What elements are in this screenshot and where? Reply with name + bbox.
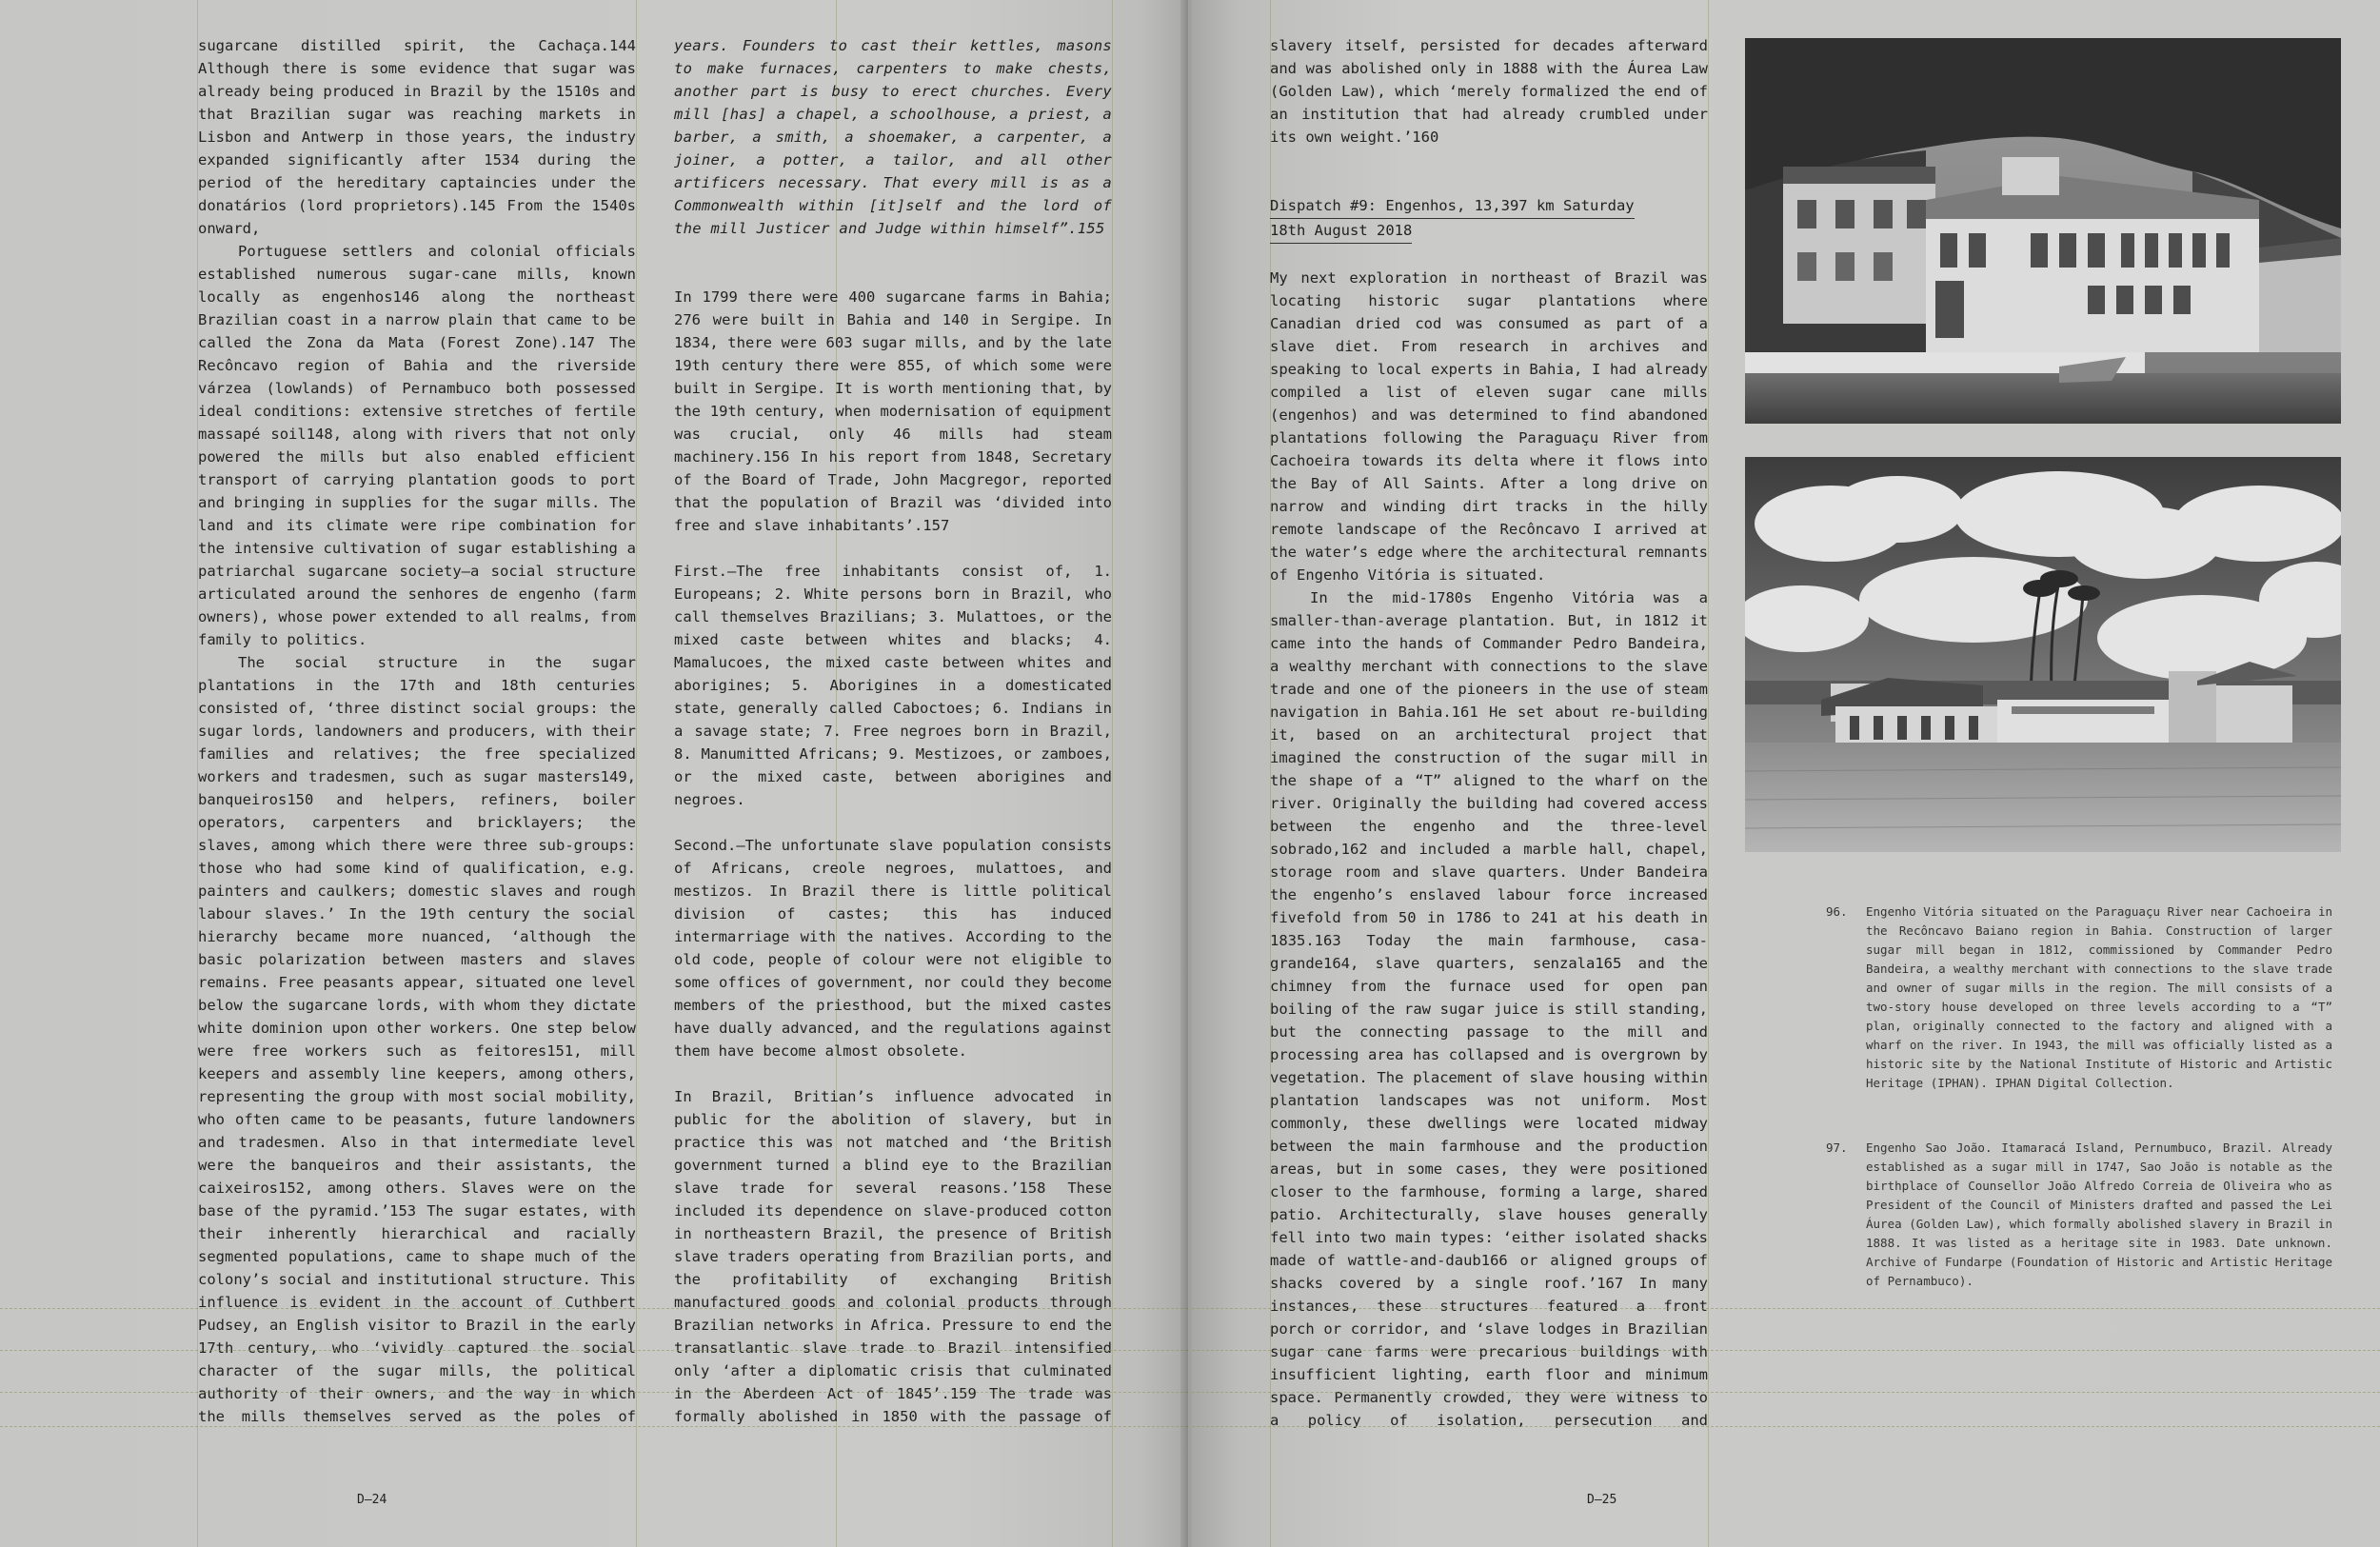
figure-caption-97	[1826, 1139, 2332, 1291]
guide-line	[1192, 1426, 2380, 1427]
left-page	[0, 0, 1188, 1547]
caption-number: 96.	[1826, 904, 1848, 919]
paragraph: The social structure in the sugar plantations in the 17th and 18th centuries consisted of, ‘three distinct social groups: the sugar lords, landowners and producers, with their families and relatives; the free specialized workers and tradesmen, such as sugar masters149, banqueiros150 and helpers, refiners, boiler operators, carpenters and bricklayers; the slaves, among which there were three sub-groups: those who had some kind of qualification, e.g. painters and caulkers; domestic slaves and rough labour slaves.’ In the 19th century the social hierarchy became more nuanced, ‘although the basic polarization between masters and slaves remains. Free peasants appear, situated one level below the sugarcane lords, with whom they dictate white dominion upon other workers. One step below were free workers such as feitores151, mill keepers and assembly line keepers, among others, representing the group with most social mobility, who often came to be peasants, future landowners and tradesmen. Also in that intermediate level were the banqueiros and their assistants, the caixeiros152, among others. Slaves were on the base of the pyramid.’153 The sugar estates, with their inherently hierarchical and racially segmented populations, came to shape much of the colony’s social and institutional structure. This influence is evident in the account of Cuthbert Pudsey, an English visitor to Brazil in the early 17th century, who ‘vividly captured the social character of the sugar mills, the political authority of their owners, and the way in which the mills themselves served as the poles of	[198, 654, 636, 1425]
guide-line	[1192, 1308, 2380, 1309]
photo-engenho-sao-joao	[1745, 457, 2341, 852]
paragraph: My next exploration in northeast of Brazil was locating historic sugar plantations where Canadian dried cod was consumed as part of a slave diet. From research in archives and speaking to local experts in Bahia, I had already compiled a list of eleven sugar cane mills (engenhos) and was determined to find abandoned plantations following the Paraguaçu River from Cachoeira towards its delta where it flows into the Bay of All Saints. After a long drive on narrow and winding dirt tracks in the hilly remote landscape of the Recôncavo I arrived at the water’s edge where the architectural remnants of Engenho Vitória is situated.	[1270, 269, 1708, 584]
dispatch-date: 18th August 2018	[1270, 219, 1412, 244]
guide-line	[0, 1308, 1188, 1309]
caption-text: Engenho Vitória situated on the Paraguaçu River near Cachoeira in the Recôncavo Baiano region in Bahia. Construction of larger sugar mill began in 1812, commissioned by Commander Pedro Bandeira, a wealthy merchant with connections to the slave trade and owner of sugar mills in the region. The mill consists of a two-story house developed on three levels according to a “T” plan, originally connected to the factory and aligned with a wharf on the river. In 1943, the mill was officially listed as a historic site by the National Institute of Historic and Artistic Heritage (IPHAN). IPHAN Digital Collection.	[1866, 904, 2332, 1090]
page-number: D–25	[1587, 1493, 1617, 1507]
text-column-2	[674, 34, 1112, 1430]
paragraph: sugarcane distilled spirit, the Cachaça.144 Although there is some evidence that sugar was already being produced in Brazil by the 1510s and that Brazilian sugar was reaching markets in Lisbon and Antwerp in those years, the industry expanded significantly after 1534 during the period of the hereditary captaincies under the donatários (lord proprietors).145 From the 1540s onward,	[198, 37, 636, 237]
guide-line	[0, 1350, 1188, 1351]
paragraph: slavery itself, persisted for decades afterward and was abolished only in 1888 with the Áurea Law (Golden Law), which ‘merely formalized the end of an institution that had already crumbled under its own weight.’160	[1270, 37, 1708, 146]
paragraph: In Brazil, Britian’s influence advocated in public for the abolition of slavery, but in practice this was not matched and ‘the British government turned a blind eye to the Brazilian slave trade for several reasons.’158 These included its dependence on slave-produced cotton in northeastern Brazil, the presence of British slave traders operating from Brazilian ports, and the profitability of exchanging British manufactured goods and colonial products through Brazilian networks in Africa. Pressure to end the transatlantic slave trade to Brazil intensified only ‘after a diplomatic crisis that culminated in the Aberdeen Act of 1845’.159 The trade was formally abolished in 1850 with the passage of	[674, 1088, 1112, 1425]
guide-line	[1192, 1350, 2380, 1351]
guide-line	[1708, 0, 1709, 1547]
text-column-3	[1270, 34, 1708, 1430]
right-page	[1192, 0, 2380, 1547]
guide-line	[636, 0, 637, 1547]
caption-text: Engenho Sao João. Itamaracá Island, Pernumbuco, Brazil. Already established as a sugar mill in 1747, Sao João is notable as the birthplace of Counsellor João Alfredo Correia de Oliveira who as President of the Council of Ministers drafted and passed the Lei Áurea (Golden Law), which formally abolished slavery in Brazil in 1888. It was listed as a heritage site in 1983. Date unknown. Archive of Fundarpe (Foundation of Historic and Artistic Heritage of Pernambuco).	[1866, 1140, 2332, 1288]
guide-line	[1192, 1392, 2380, 1393]
photo-engenho-vitoria	[1745, 38, 2341, 424]
guide-line	[0, 1392, 1188, 1393]
guide-line	[0, 1426, 1188, 1427]
block-quote: years. Founders to cast their kettles, masons to make furnaces, carpenters to make chests, another part is busy to erect churches. Every mill [has] a chapel, a schoolhouse, a priest, a barber, a smith, a shoemaker, a carpenter, a joiner, a potter, a tailor, and all other artificers necessary. That every mill is as a Commonwealth within [it]self and the lord of the mill Justicer and Judge within himself”.155	[674, 37, 1112, 237]
page-number: D–24	[357, 1493, 387, 1507]
text-column-1	[198, 34, 636, 1430]
dispatch-line: Dispatch #9: Engenhos, 13,397 km Saturday	[1270, 194, 1635, 219]
paragraph: In 1799 there were 400 sugarcane farms in Bahia; 276 were built in Bahia and 140 in Sergipe. In 1834, there were 603 sugar mills, and by the late 19th century there were 855, of which some were built in Sergipe. It is worth mentioning that, by the 19th century, when modernisation of equipment was crucial, only 46 mills had steam machinery.156 In his report from 1848, Secretary of the Board of Trade, John Macgregor, reported that the population of Brazil was ‘divided into free and slave inhabitants’.157	[674, 288, 1112, 534]
paragraph: Portuguese settlers and colonial officials established numerous sugar-cane mills, known locally as engenhos146 along the northeast Brazilian coast in a narrow plain that came to be called the Zona da Mata (Forest Zone).147 The Recôncavo region of Bahia and the riverside várzea (lowlands) of Pernambuco both possessed ideal conditions: extensive stretches of fertile massapé soil148, along with rivers that not only powered the mills but also enabled efficient transport of carrying plantation goods to port and bringing in supplies for the sugar mills. The land and its climate were ripe combination for the intensive cultivation of sugar establishing a patriarchal sugarcane society—a social structure articulated around the senhores de engenho (farm owners), whose power extended to all realms, from family to politics.	[198, 243, 636, 648]
caption-number: 97.	[1826, 1140, 1848, 1155]
paragraph: Second.—The unfortunate slave population consists of Africans, creole negroes, mulattoes, and mestizos. In Brazil there is little political division of castes; this has induced intermarriage with the natives. According to the old code, people of colour were not eligible to some offices of government, nor could they become members of the priesthood, but the mixed castes have dually advanced, and the regulations against them have become almost obsolete.	[674, 837, 1112, 1060]
paragraph: First.—The free inhabitants consist of, 1. Europeans; 2. White persons born in Brazil, who call themselves Brazilians; 3. Mulattoes, or the mixed caste between whites and blacks; 4. Mamalucoes, the mixed caste between whites and aborigines; 5. Aborigines in a domesticated state, generally called Caboctoes; 6. Indians in a savage state; 7. Free negroes born in Brazil, 8. Manumitted Africans; 9. Mestizoes, or zamboes, or the mixed caste, between aborigines and negroes.	[674, 563, 1112, 808]
paragraph: In the mid-1780s Engenho Vitória was a smaller-than-average plantation. But, in 1812 it came into the hands of Commander Pedro Bandeira, a wealthy merchant with connections to the slave trade and one of the pioneers in the use of steam navigation in Bahia.161 He set about re-building it, based on an architectural project that imagined the construction of the sugar mill in the shape of a “T” aligned to the wharf on the river. Originally the building had covered access between the engenho and the three-level sobrado,162 and included a marble hall, chapel, storage room and slave quarters. Under Bandeira the engenho’s enslaved labour force increased fivefold from 50 in 1786 to 241 at his death in 1835.163 Today the main farmhouse, casa-grande164, slave quarters, senzala165 and the chimney from the furnace used for open pan boiling of the raw sugar juice is still standing, but the connecting passage to the mill and processing area has collapsed and is overgrown by vegetation. The placement of slave housing within plantation landscapes was not uniform. Most commonly, these dwellings were located midway between the main farmhouse and the production areas, but in some cases, they were positioned closer to the farmhouse, forming a large, shared patio. Architecturally, slave houses generally fell into two main types: ‘either isolated shacks made of wattle-and-daub166 or aligned groups of shacks covered by a single roof.’167 In many instances, these structures featured a front porch or corridor, and ‘slave lodges in Brazilian sugar cane farms were precarious buildings with insufficient lighting, earth floor and minimum space. Permanently crowded, they were witness to a policy of isolation, persecution and	[1270, 589, 1708, 1429]
dispatch-heading	[1270, 194, 1708, 244]
guide-line	[1112, 0, 1113, 1547]
figure-caption-96	[1826, 902, 2332, 1093]
